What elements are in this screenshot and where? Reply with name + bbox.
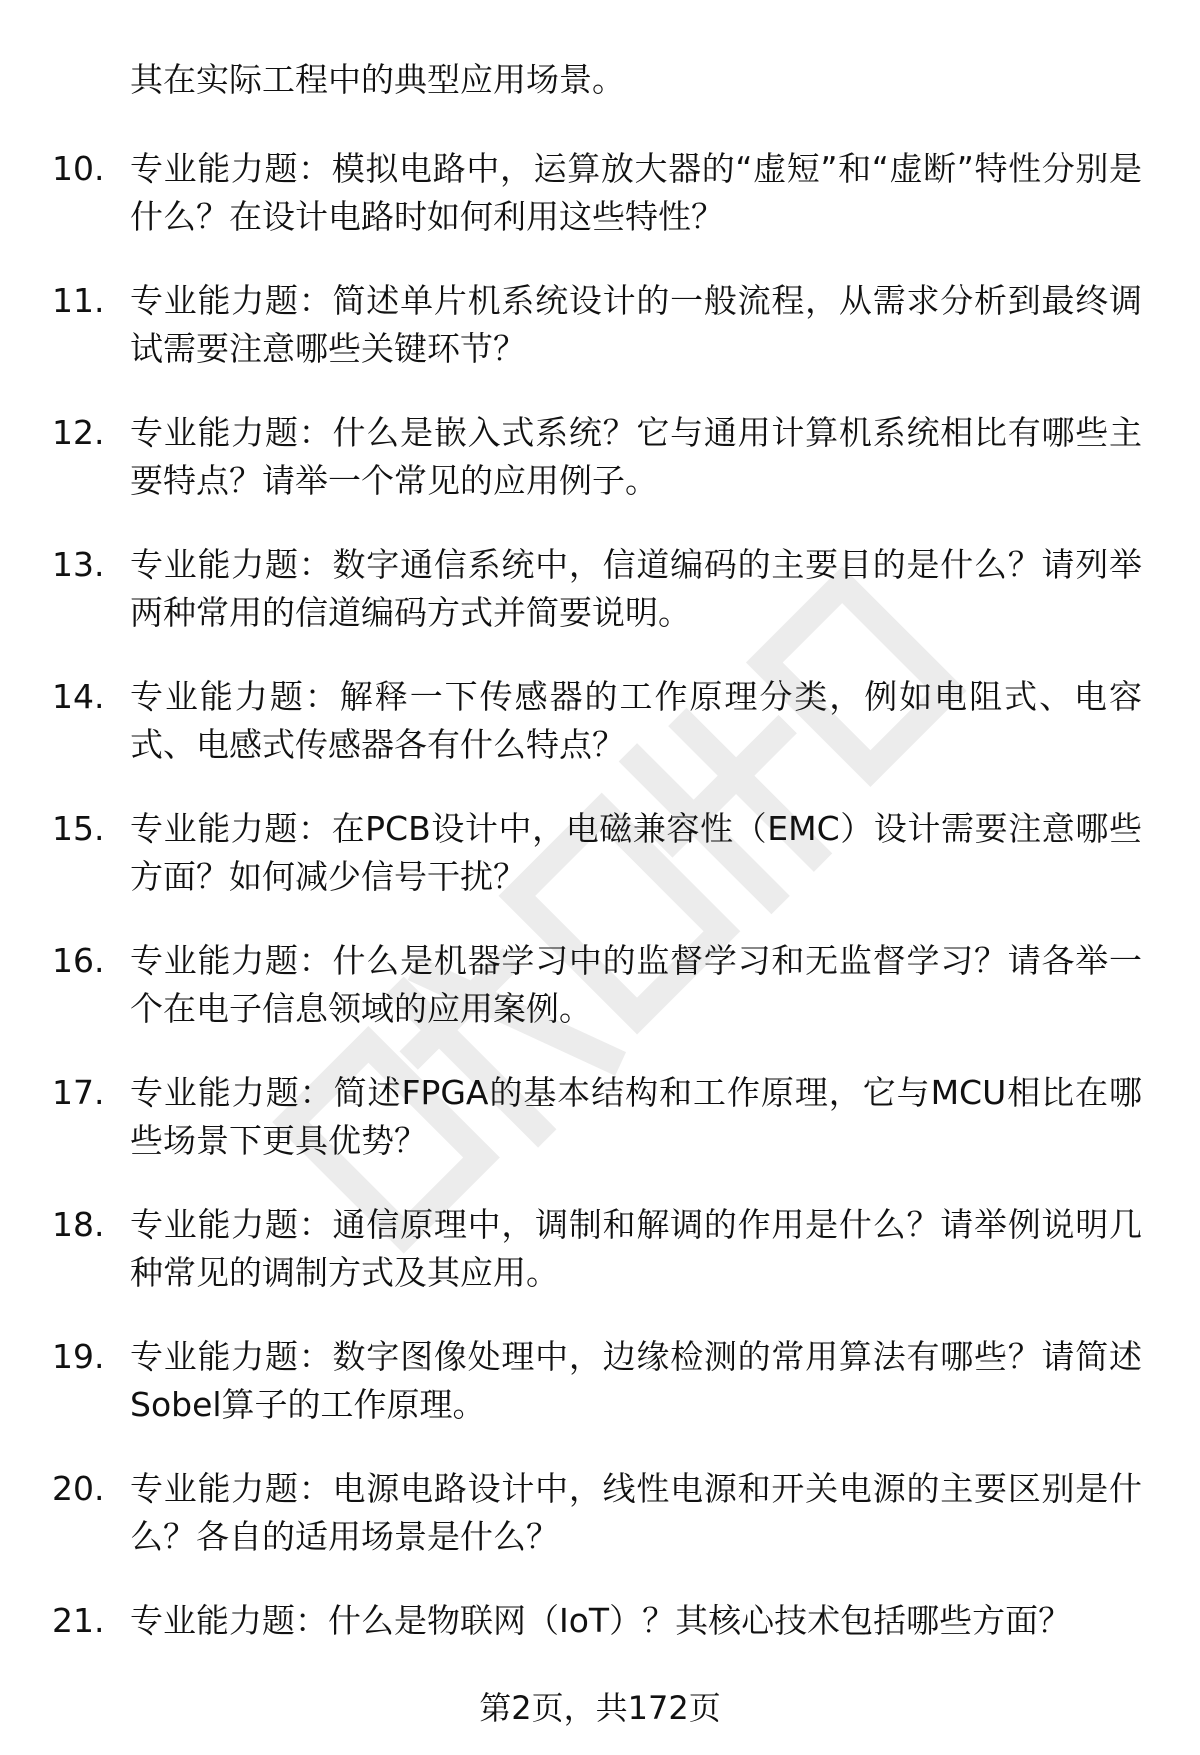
question-number: 18. xyxy=(52,1205,105,1244)
question-item xyxy=(0,541,1200,673)
question-text: 专业能力题：模拟电路中，运算放大器的“虚短”和“虚断”特性分别是什么？在设计电路时如何利用这些特性？ xyxy=(130,149,1142,236)
question-item xyxy=(0,409,1200,541)
question-text: 专业能力题：什么是机器学习中的监督学习和无监督学习？请各举一个在电子信息领域的应用案例。 xyxy=(130,941,1142,1028)
question-number: 12. xyxy=(52,413,105,452)
question-item xyxy=(0,805,1200,937)
question-item xyxy=(0,277,1200,409)
question-number: 13. xyxy=(52,545,105,584)
question-text: 专业能力题：什么是物联网（IoT）？其核心技术包括哪些方面？ xyxy=(130,1601,1072,1640)
question-text: 专业能力题：在PCB设计中，电磁兼容性（EMC）设计需要注意哪些方面？如何减少信号干扰？ xyxy=(130,809,1142,896)
question-number: 15. xyxy=(52,809,105,848)
continuation-text: 其在实际工程中的典型应用场景。 xyxy=(130,60,625,99)
question-number: 10. xyxy=(52,149,105,188)
question-text: 专业能力题：简述单片机系统设计的一般流程，从需求分析到最终调试需要注意哪些关键环节？ xyxy=(130,281,1142,368)
question-item xyxy=(0,673,1200,805)
question-number: 16. xyxy=(52,941,105,980)
page-footer: 第2页，共172页 xyxy=(479,1689,721,1727)
question-text: 专业能力题：通信原理中，调制和解调的作用是什么？请举例说明几种常见的调制方式及其应用。 xyxy=(130,1205,1142,1292)
question-number: 14. xyxy=(52,677,105,716)
question-item xyxy=(0,1069,1200,1201)
question-item xyxy=(0,937,1200,1069)
question-text: 专业能力题：解释一下传感器的工作原理分类，例如电阻式、电容式、电感式传感器各有什么特点？ xyxy=(130,677,1142,764)
question-text: 专业能力题：什么是嵌入式系统？它与通用计算机系统相比有哪些主要特点？请举一个常见的应用例子。 xyxy=(130,413,1142,500)
question-item xyxy=(0,1465,1200,1597)
question-text: 专业能力题：数字通信系统中，信道编码的主要目的是什么？请列举两种常用的信道编码方式并简要说明。 xyxy=(130,545,1142,632)
question-text: 专业能力题：电源电路设计中，线性电源和开关电源的主要区别是什么？各自的适用场景是什么？ xyxy=(130,1469,1142,1556)
question-text: 专业能力题：数字图像处理中，边缘检测的常用算法有哪些？请简述Sobel算子的工作原理。 xyxy=(130,1337,1142,1424)
question-number: 19. xyxy=(52,1337,105,1376)
question-number: 21. xyxy=(52,1601,105,1640)
question-list xyxy=(0,145,1200,1729)
question-number: 17. xyxy=(52,1073,105,1112)
question-item xyxy=(0,1333,1200,1465)
question-text: 专业能力题：简述FPGA的基本结构和工作原理，它与MCU相比在哪些场景下更具优势？ xyxy=(130,1073,1142,1160)
question-number: 20. xyxy=(52,1469,105,1508)
question-number: 11. xyxy=(52,281,105,320)
question-item xyxy=(0,1201,1200,1333)
question-item xyxy=(0,145,1200,277)
